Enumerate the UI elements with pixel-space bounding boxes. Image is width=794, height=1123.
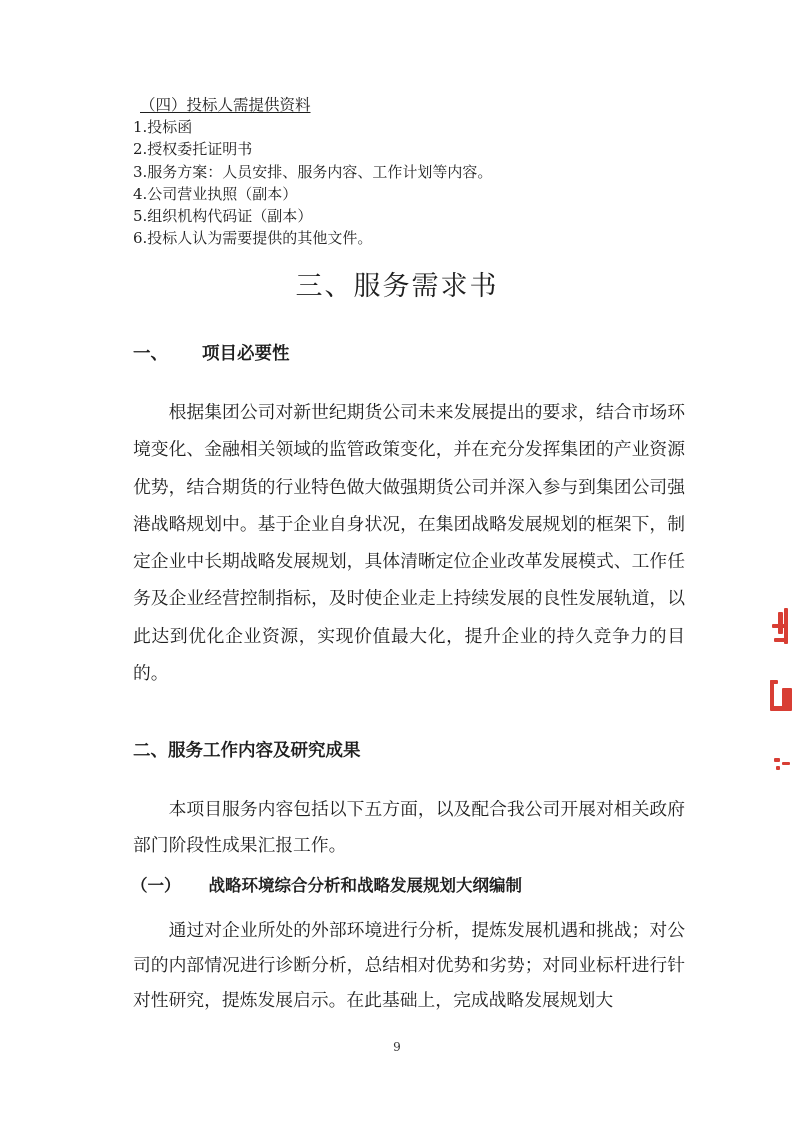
- heading-strategy-analysis: [131, 872, 522, 900]
- heading-text: 战略环境综合分析和战略发展规划大纲编制: [208, 876, 522, 895]
- paragraph-service-scope: 本项目服务内容包括以下五方面，以及配合我公司开展对相关政府部门阶段性成果汇报工作。: [133, 799, 685, 856]
- list-item: 4.公司营业执照（副本）: [133, 184, 298, 203]
- chapter-title: 三、服务需求书: [295, 271, 499, 302]
- heading-number: （一）: [131, 876, 181, 895]
- page-number: 9: [393, 1040, 401, 1054]
- heading-project-necessity: [133, 340, 290, 368]
- heading-service-content: 二、服务工作内容及研究成果: [133, 741, 361, 761]
- paragraph-necessity: 根据集团公司对新世纪期货公司未来发展提出的要求，结合市场环境变化、金融相关领域的监管政策变化，并在充分发挥集团的产业资源优势，结合期货的行业特色做大做强期货公司并深入参与到集团公司强港战略规划中。基于企业自身状况，在集团战略发展规划的框架下，制定企业中长期战略发展规划，具体清晰定位企业改革发展模式、工作任务及企业经营控制指标，及时使企业走上持续发展的良性发展轨道，以此达到优化企业资源，实现价值最大化，提升企业的持久竞争力的目的。: [133, 402, 685, 685]
- list-item: 5.组织机构代码证（副本）: [133, 207, 313, 226]
- heading-number: 一、: [133, 344, 168, 364]
- section-four-title: （四）投标人需提供资料: [140, 96, 311, 114]
- heading-text: 项目必要性: [202, 344, 290, 364]
- required-documents-list: [133, 116, 492, 250]
- paragraph-strategy-analysis: 通过对企业所处的外部环境进行分析，提炼发展机遇和挑战；对公司的内部情况进行诊断分析，总结相对优势和劣势；对同业标杆进行针对性研究，提炼发展启示。在此基础上，完成战略发展规划大: [133, 920, 685, 1011]
- list-item: 3.服务方案：人员安排、服务内容、工作计划等内容。: [133, 162, 493, 181]
- list-item: 2.授权委托证明书: [133, 140, 253, 159]
- seal-stamp-fragment: [760, 600, 794, 780]
- list-item: 1.投标函: [133, 118, 193, 136]
- list-item: 6.投标人认为需要提供的其他文件。: [133, 229, 373, 248]
